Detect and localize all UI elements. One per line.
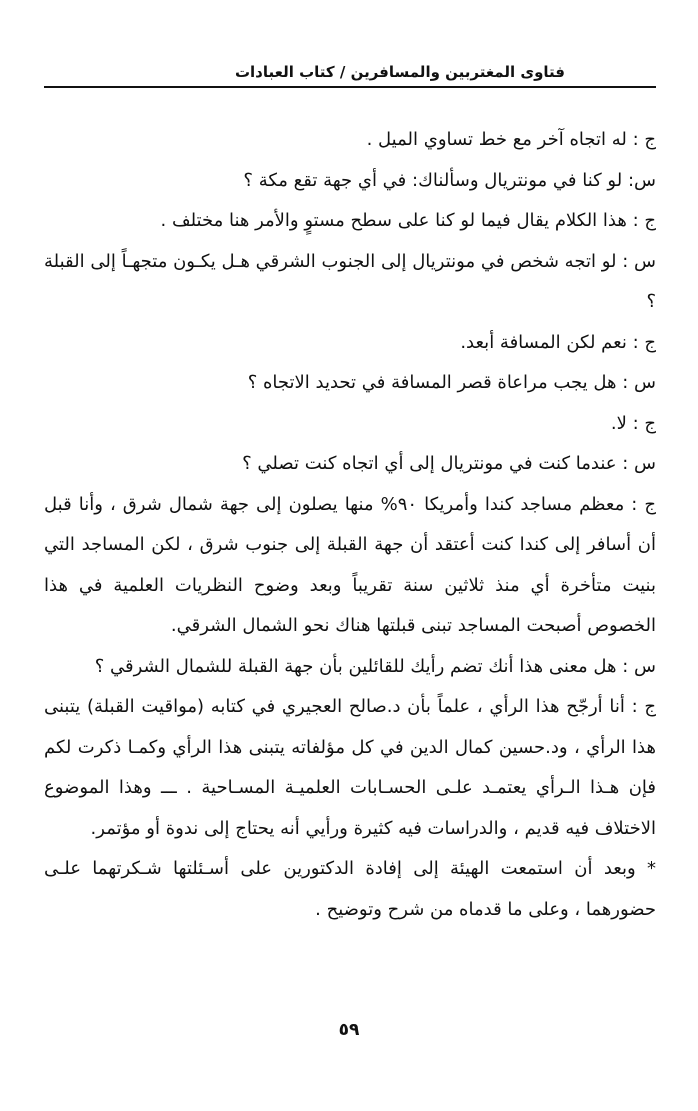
page-number: ٥٩ xyxy=(338,1020,360,1040)
paragraph-text: لو اتجه شخص في مونتريال إلى الجنوب الشرقي هـل يكـون متجهـاً إلى القبلة ؟ xyxy=(44,250,656,312)
paragraph-question xyxy=(44,242,656,323)
question-label: س : xyxy=(622,250,656,272)
question-label: س: xyxy=(627,169,656,191)
paragraph-answer xyxy=(44,485,656,647)
answer-label: ج : xyxy=(632,210,656,231)
paragraph-text: أنا أرجّح هذا الرأي ، علماً بأن د.صالح العجيري في كتابه (مواقيت القبلة) يتبنى هذا الرأي ، ود.حسين كمال الدين في كل مؤلفاته يتبنى هذا الرأي وكمـا ذكرت لكم فإن هـذا الـرأي يعتمـد علـى الحسـابات العلميـة المسـاحية . ـــ وهذا الموضوع الاختلاف فيه قديم ، والدراسات فيه كثيرة ورأيي أنه يحتاج إلى ندوة أو مؤتمر. xyxy=(44,696,656,839)
answer-label: ج : xyxy=(631,696,656,717)
paragraph-question xyxy=(44,444,656,485)
paragraph-text: هذا الكلام يقال فيما لو كنا على سطح مستوٍ والأمر هنا مختلف . xyxy=(160,210,627,231)
answer-label: ج : xyxy=(632,331,656,353)
header-divider xyxy=(44,86,656,88)
paragraph-text: هل معنى هذا أنك تضم رأيك للقائلين بأن جهة القبلة للشمال الشرقي ؟ xyxy=(94,655,617,677)
paragraph-text: معظم مساجد كندا وأمريكا ٩٠% منها يصلون إلى جهة شمال شرق ، وأنا قبل أن أسافر إلى كندا كنت أعتقد أن جهة القبلة إلى جنوب شرق ، لكن المساجد التي بنيت متأخرة أي منذ ثلاثين سنة تقريباً وبعد وضوح النظريات العلمية في هذا الخصوص أصبحت المساجد تبنى قبلتها هناك نحو الشمال الشرقي. xyxy=(44,493,656,636)
paragraph-question xyxy=(44,363,656,404)
paragraph-note xyxy=(44,849,656,930)
page-body xyxy=(44,120,656,930)
paragraph-text: نعم لكن المسافة أبعد. xyxy=(460,331,627,353)
paragraph-answer xyxy=(44,201,656,242)
running-header: فتاوى المغتربين والمسافرين / كتاب العبادات xyxy=(234,63,566,81)
paragraph-text: له اتجاه آخر مع خط تساوي الميل . xyxy=(366,129,627,150)
paragraph-text: لا. xyxy=(610,412,627,434)
paragraph-question xyxy=(44,161,656,202)
answer-label: ج : xyxy=(632,412,656,434)
paragraph-text: لو كنا في مونتريال وسألناك: في أي جهة تقع مكة ؟ xyxy=(243,169,623,191)
paragraph-answer xyxy=(44,404,656,445)
paragraph-answer xyxy=(44,120,656,161)
paragraph-answer xyxy=(44,687,656,849)
question-label: س : xyxy=(622,453,656,474)
paragraph-text: هل يجب مراعاة قصر المسافة في تحديد الاتجاه ؟ xyxy=(247,372,617,393)
bullet-label: * xyxy=(647,858,656,879)
paragraph-text: وبعد أن استمعت الهيئة إلى إفادة الدكتورين على أسـئلتها شـكرتهما علـى حضورهما ، وعلى ما قدماه من شرح وتوضيح . xyxy=(44,858,656,920)
question-label: س : xyxy=(622,655,656,677)
answer-label: ج : xyxy=(632,129,656,150)
answer-label: ج : xyxy=(631,493,656,515)
paragraph-question xyxy=(44,647,656,688)
paragraph-text: عندما كنت في مونتريال إلى أي اتجاه كنت تصلي ؟ xyxy=(242,453,617,474)
question-label: س : xyxy=(622,372,656,393)
paragraph-answer xyxy=(44,323,656,364)
